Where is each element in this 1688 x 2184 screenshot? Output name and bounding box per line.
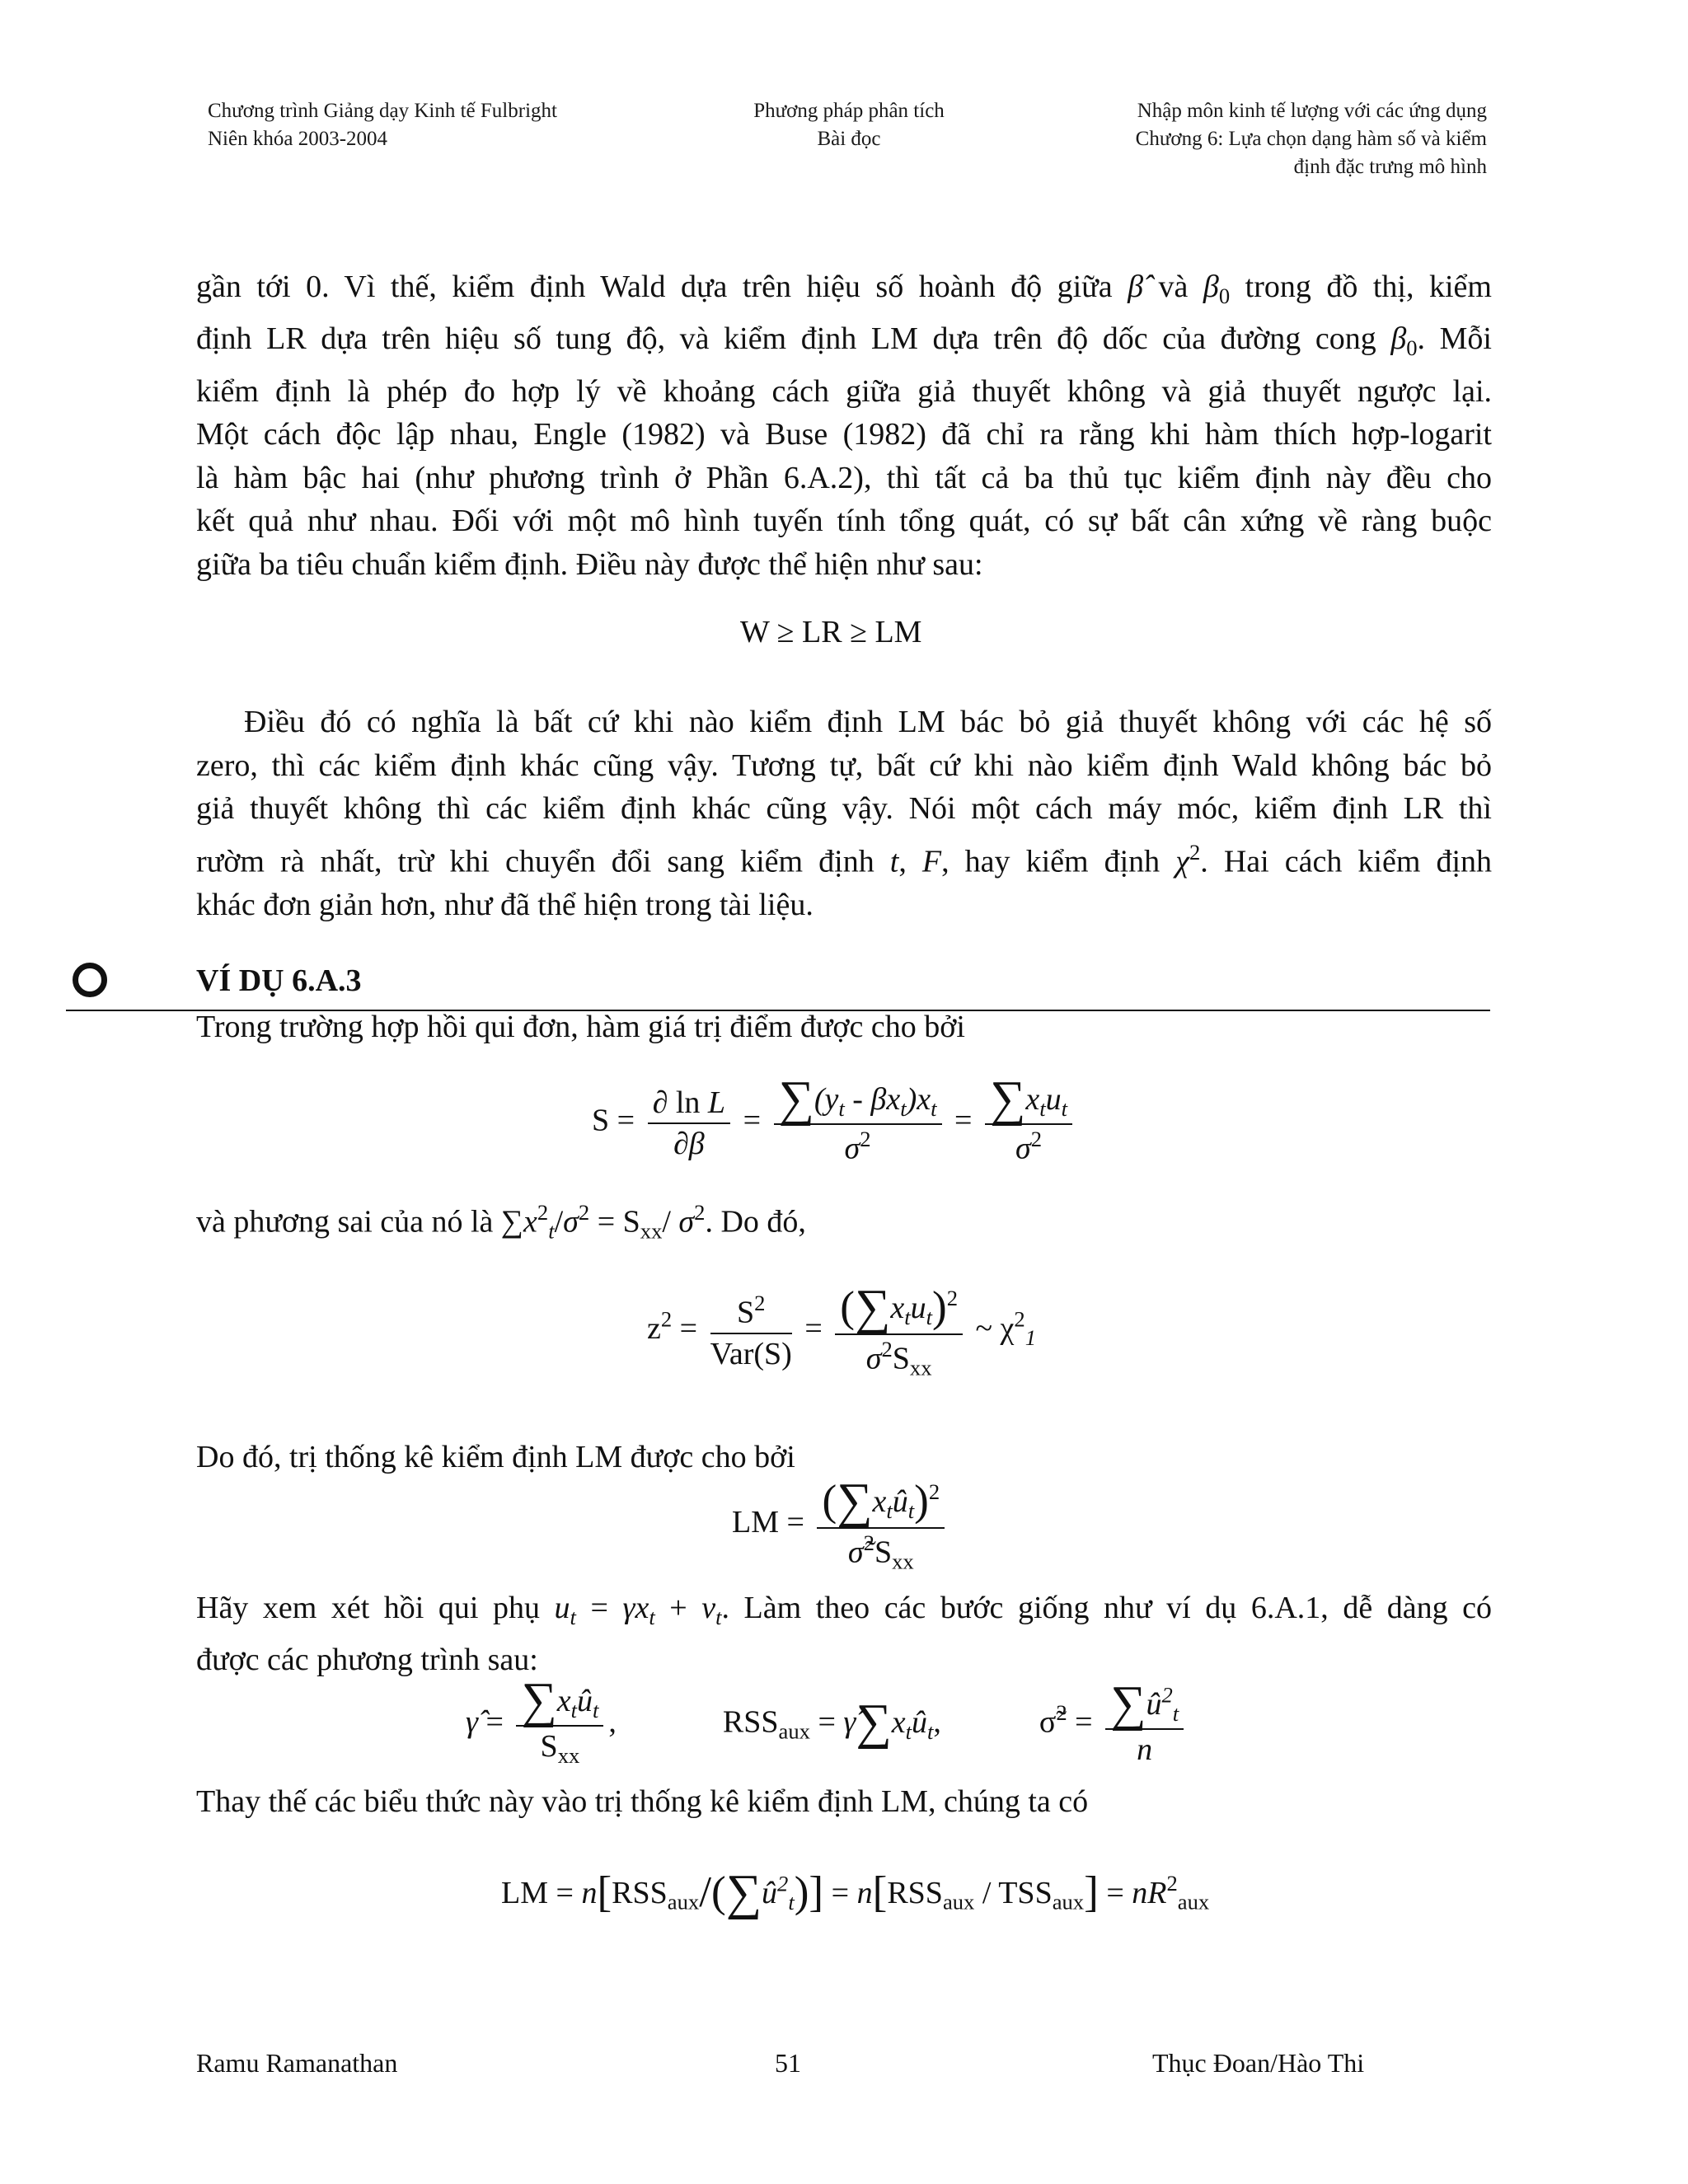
eq-symbol: ∂ ln	[652, 1085, 708, 1120]
eq-exponent: 2	[860, 1126, 871, 1151]
eq-exponent: 2	[578, 1200, 590, 1225]
fraction	[774, 1071, 942, 1166]
eq-symbol: S	[540, 1728, 558, 1764]
footer-page-number: 51	[775, 2048, 801, 2078]
text-segment: = S	[589, 1204, 640, 1240]
eq-subscript: aux	[942, 1889, 975, 1915]
eq-exponent: 2	[537, 1200, 549, 1225]
eq-symbol: x	[523, 1204, 537, 1240]
eq-symbol: u	[554, 1591, 570, 1625]
eq-exponent: 2	[1030, 1126, 1042, 1151]
eq-symbol: σ	[678, 1204, 695, 1240]
aux-equations-row: γ̂ = $\frac{\sum x_tû_t}{S_{xx}}$ , $RSS_{aux}$ = $\gammâ\sum x_tû_t$, σ̃$^2$ = $\frac{\sum û^2_t}{n}$	[466, 1681, 1189, 1769]
sum-symbol: ∑	[521, 1673, 557, 1728]
eq-symbol: S	[736, 1295, 755, 1330]
eq-symbol: S	[892, 1341, 910, 1376]
text-segment: +	[654, 1591, 702, 1625]
lm-intro	[196, 1436, 1492, 1479]
paragraph-wald-lr-lm	[196, 265, 1492, 586]
numerator: $(\sum x_tu_t)^2$	[835, 1282, 963, 1335]
denominator	[985, 1125, 1072, 1167]
beta0-symbol: β	[1390, 321, 1407, 357]
lm-equation	[732, 1475, 950, 1575]
beta0-subscript: 0	[1406, 335, 1418, 361]
denominator: ∂β	[673, 1126, 705, 1161]
numerator: $\sum x_tû_t$	[516, 1681, 603, 1727]
eq-sign: =	[1075, 1704, 1093, 1740]
sum-symbol: ∑	[778, 1071, 814, 1127]
chi-superscript: 2	[1189, 839, 1201, 865]
eq-exponent: 2	[1166, 1871, 1178, 1896]
eq-sign: =	[485, 1704, 504, 1740]
eq-sign: =	[679, 1311, 698, 1347]
header-chapter: Chương 6: Lựa chọn dạng hàm số và kiểm	[1135, 128, 1487, 150]
eq-sign: =	[954, 1103, 973, 1138]
z-squared-equation	[647, 1282, 1036, 1381]
chi-symbol: χ	[1175, 844, 1189, 879]
example-intro	[196, 1005, 1492, 1049]
text-segment: . Mỗi	[1417, 321, 1492, 357]
eq-symbol: S	[874, 1535, 893, 1570]
numerator: $\sum(y_t - \beta x_t)x_t$	[774, 1080, 942, 1125]
eq-symbol: n	[581, 1875, 598, 1910]
eq-symbol: TSS	[998, 1875, 1053, 1910]
eq-subscript: xx	[640, 1218, 663, 1244]
t-symbol: t	[889, 844, 899, 879]
eq-subscript: 1	[1025, 1324, 1037, 1350]
eq-exponent: 2	[660, 1306, 673, 1332]
eq-subscript: t	[548, 1218, 555, 1244]
header-center	[734, 97, 964, 153]
text-line: Điều đó có nghĩa là bất cứ khi nào kiểm định LM bác bỏ giả thuyết không với các hệ số	[244, 705, 1492, 739]
eq-subscript: xx	[557, 1742, 580, 1768]
inequality-w-lr-lm: W ≥ LR ≥ LM	[740, 615, 922, 649]
aux-regression-text	[196, 1586, 1492, 1682]
eq-exponent: 2	[1056, 1699, 1067, 1725]
text-segment: và	[1143, 269, 1203, 304]
eq-exponent: 2	[1014, 1306, 1025, 1332]
fraction	[1105, 1675, 1184, 1768]
eq-sign: =	[743, 1103, 761, 1138]
eq-symbol: RSS	[722, 1704, 779, 1740]
eq-exponent: 2	[881, 1337, 893, 1361]
fraction	[516, 1673, 603, 1769]
text-segment: . Hai cách kiểm định	[1200, 844, 1492, 879]
numerator	[648, 1085, 730, 1124]
text-segment: rườm rà nhất, trừ khi chuyển đổi sang kiểm định	[196, 844, 890, 879]
eq-subscript: aux	[667, 1889, 700, 1915]
eq-symbol: σ̃	[847, 1535, 864, 1570]
text-segment: gần tới 0. Vì thế, kiểm định Wald dựa trên hiệu số hoành độ giữa	[196, 269, 1128, 304]
eq-subscript: aux	[1052, 1889, 1085, 1915]
header-chapter-cont: định đặc trưng mô hình	[1293, 156, 1487, 178]
eq-symbol: RSS	[887, 1875, 943, 1910]
text-line: khác đơn giản hơn, như đã thể hiện trong tài liệu.	[196, 887, 814, 922]
eq-sign: =	[818, 1704, 836, 1740]
eq-symbol: γ̂	[843, 1704, 856, 1740]
beta0-symbol: β	[1203, 269, 1219, 304]
eq-sign: =	[804, 1311, 823, 1347]
sum-symbol: ∑	[989, 1071, 1026, 1127]
text-segment: . Do đó,	[705, 1204, 806, 1240]
eq-symbol: S	[592, 1103, 610, 1138]
eq-symbol: L	[707, 1085, 726, 1120]
eq-exponent: 2	[694, 1200, 706, 1225]
text-line: là hàm bậc hai (như phương trình ở Phần 6.A.2), thì tất cả ba thủ tục kiểm định này đều cho	[196, 460, 1492, 495]
eq-sign: =	[1106, 1875, 1124, 1910]
substitution-text	[196, 1780, 1492, 1824]
eq-symbol: RSS	[612, 1875, 668, 1910]
eq-subscript: xx	[892, 1549, 914, 1574]
sum-symbol: ∑	[856, 1694, 892, 1750]
text-line: Một cách độc lập nhau, Engle (1982) và Buse (1982) đã chỉ ra rằng khi hàm thích hợp-logarit	[196, 417, 1492, 452]
text-segment: Hãy xem xét hồi qui phụ	[196, 1591, 555, 1625]
eq-symbol: σ	[1015, 1131, 1031, 1166]
numerator: $\sum û^2_t$	[1105, 1682, 1184, 1730]
footer-translators: Thục Đoan/Hào Thi	[1152, 2048, 1365, 2078]
numerator	[710, 1291, 792, 1334]
sum-symbol: ∑	[837, 1474, 873, 1530]
eq-symbol: v	[701, 1591, 716, 1625]
header-year: Niên khóa 2003-2004	[208, 128, 388, 150]
f-symbol: F	[921, 844, 942, 879]
denominator	[835, 1335, 963, 1381]
header-reading: Bài đọc	[817, 128, 881, 150]
text-line: zero, thì các kiểm định khác cũng vậy. Tương tự, bất cứ khi nào kiểm định Wald không bác bỏ	[196, 748, 1492, 783]
sum-symbol: ∑	[854, 1280, 891, 1336]
text-segment: /	[554, 1204, 564, 1240]
text-segment: /	[662, 1204, 679, 1240]
text-line: Hãy xem xét hồi qui phụ $u_t = \gamma x_t + v_t$. Làm theo các bước giống như ví dụ 6.A.1, dễ dàng có	[196, 1591, 1493, 1629]
eq-subscript: xx	[909, 1355, 932, 1380]
section-title: VÍ DỤ 6.A.3	[196, 963, 362, 998]
fraction	[817, 1475, 945, 1575]
numerator: $\sum x_tu_t$	[985, 1080, 1072, 1125]
header-right	[1136, 97, 1487, 181]
score-equation	[592, 1071, 1077, 1166]
section-bullet-icon	[73, 963, 107, 997]
header-program: Chương trình Giảng dạy Kinh tế Fulbright	[208, 100, 557, 122]
sum-symbol: ∑	[1110, 1675, 1146, 1732]
text-line: kết quả như nhau. Đối với một mô hình tuyến tính tổng quát, có sự bất cân xứng về ràng buộc	[196, 504, 1492, 539]
eq-symbol: γx	[622, 1591, 649, 1625]
eq-symbol: LM	[732, 1505, 779, 1540]
text-segment: và phương sai của nó là ∑	[196, 1204, 524, 1240]
text-segment: =	[575, 1591, 623, 1625]
fraction	[648, 1085, 730, 1162]
eq-symbol: γ̂	[466, 1704, 478, 1740]
fraction	[985, 1071, 1072, 1166]
eq-symbol: n	[1132, 1875, 1148, 1910]
header-course: Phương pháp phân tích	[753, 100, 945, 122]
eq-sign: =	[786, 1505, 804, 1540]
beta0-subscript: 0	[1218, 283, 1231, 308]
text-line: Trong trường hợp hồi qui đơn, hàm giá trị điểm được cho bởi	[196, 1010, 965, 1044]
eq-exponent: 2	[928, 1479, 940, 1505]
text-segment: . Làm theo các bước giống như ví dụ 6.A.1, dễ dàng có	[721, 1591, 1493, 1625]
eq-symbol: LM	[501, 1875, 548, 1910]
eq-symbol: z	[647, 1311, 661, 1347]
denominator: Var(S)	[710, 1336, 792, 1371]
eq-subscript: aux	[778, 1718, 810, 1744]
eq-sign: =	[617, 1103, 635, 1138]
header-left	[208, 97, 557, 153]
text-line	[196, 1191, 1492, 1253]
eq-sign: =	[831, 1875, 850, 1910]
variance-line	[196, 1191, 1492, 1253]
text-segment: định LR dựa trên hiệu số tung độ, và kiểm định LM dựa trên độ dốc của đường cong	[196, 321, 1391, 357]
denominator: n	[1137, 1732, 1153, 1767]
eq-sign: =	[556, 1875, 574, 1910]
eq-symbol: σ	[563, 1204, 579, 1240]
eq-subscript: aux	[1177, 1889, 1210, 1915]
fraction	[835, 1282, 963, 1381]
denominator	[516, 1727, 603, 1769]
text-segment: trong đồ thị, kiểm	[1230, 269, 1492, 304]
text-line	[196, 265, 1492, 317]
eq-exponent: 2	[863, 1530, 874, 1555]
denominator	[817, 1529, 945, 1575]
header-book: Nhập môn kinh tế lượng với các ứng dụng	[1137, 100, 1487, 122]
denominator	[774, 1125, 942, 1167]
eq-exponent: 2	[754, 1290, 766, 1315]
text-segment: ,	[898, 844, 922, 879]
fraction	[710, 1291, 792, 1372]
eq-symbol: σ	[865, 1341, 882, 1376]
sum-symbol: ∑	[725, 1865, 762, 1921]
text-line: giả thuyết không thì các kiểm định khác cũng vậy. Nói một cách máy móc, kiểm định LR thì	[196, 791, 1492, 826]
text-line	[196, 831, 1492, 883]
footer-author: Ramu Ramanathan	[196, 2048, 398, 2078]
text-line: được các phương trình sau:	[196, 1643, 538, 1678]
numerator: $(\sum x_tû_t)^2$	[817, 1475, 945, 1529]
lm-final-equation: LM = $n[RSS_{aux}/(\sum û^2_t)] = n[RSS_{aux} / TSS_{aux}] = nR^2_{aux}$	[501, 1865, 1210, 1921]
text-line: giữa ba tiêu chuẩn kiểm định. Điều này được thể hiện như sau:	[196, 546, 983, 582]
eq-symbol: R	[1147, 1875, 1167, 1910]
chi-distribution: ~ χ	[975, 1311, 1015, 1347]
text-line: Do đó, trị thống kê kiểm định LM được cho bởi	[196, 1440, 795, 1474]
text-line: Thay thế các biểu thức này vào trị thống kê kiểm định LM, chúng ta có	[196, 1784, 1089, 1819]
beta-hat-symbol: β̂	[1128, 269, 1144, 304]
text-segment: , hay kiểm định	[941, 844, 1176, 879]
paragraph-comparison	[196, 701, 1492, 926]
eq-exponent: 2	[946, 1286, 958, 1311]
eq-symbol: σ	[844, 1131, 860, 1166]
eq-symbol: σ̃	[1039, 1704, 1057, 1740]
eq-symbol: n	[856, 1875, 873, 1910]
text-line: kiểm định là phép đo hợp lý về khoảng cách giữa giả thuyết không và giả thuyết ngược lại.	[196, 373, 1492, 409]
text-line	[196, 317, 1492, 369]
